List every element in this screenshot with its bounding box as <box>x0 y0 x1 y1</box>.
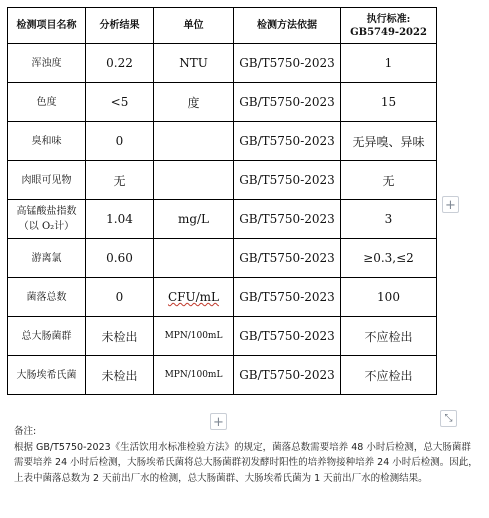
table-row <box>8 278 437 317</box>
cell-unit[interactable]: MPN/100mL <box>154 317 234 356</box>
cell-result[interactable]: 1.04 <box>86 200 154 239</box>
cell-item[interactable]: 高锰酸盐指数（以 O₂计） <box>8 200 86 239</box>
cell-unit[interactable] <box>154 122 234 161</box>
cell-method[interactable]: GB/T5750-2023 <box>234 44 341 83</box>
cell-result[interactable]: 无 <box>86 161 154 200</box>
table-resize-handle[interactable]: ⤡ <box>440 410 457 427</box>
cell-standard[interactable]: 无异嗅、异味 <box>341 122 437 161</box>
header-item: 检测项目名称 <box>8 8 86 44</box>
cell-result[interactable]: 未检出 <box>86 356 154 395</box>
cell-item[interactable]: 菌落总数 <box>8 278 86 317</box>
cell-unit[interactable]: NTU <box>154 44 234 83</box>
cell-item[interactable]: 大肠埃希氏菌 <box>8 356 86 395</box>
notes-label: 备注: <box>14 426 37 437</box>
cell-standard[interactable]: 不应检出 <box>341 317 437 356</box>
cell-method[interactable]: GB/T5750-2023 <box>234 122 341 161</box>
header-unit: 单位 <box>154 8 234 44</box>
cell-result[interactable]: 0 <box>86 122 154 161</box>
table-row <box>8 122 437 161</box>
cell-unit-text: CFU/mL <box>167 290 219 304</box>
cell-item[interactable]: 游离氯 <box>8 239 86 278</box>
cell-result[interactable]: <5 <box>86 83 154 122</box>
cell-result[interactable]: 0.22 <box>86 44 154 83</box>
cell-standard[interactable]: 3 <box>341 200 437 239</box>
header-result: 分析结果 <box>86 8 154 44</box>
cell-result[interactable]: 0.60 <box>86 239 154 278</box>
cell-method[interactable]: GB/T5750-2023 <box>234 200 341 239</box>
cell-unit[interactable]: mg/L <box>154 200 234 239</box>
cell-unit[interactable]: 度 <box>154 83 234 122</box>
cell-standard[interactable]: ≥0.3,≤2 <box>341 239 437 278</box>
cell-standard[interactable]: 15 <box>341 83 437 122</box>
cell-method[interactable]: GB/T5750-2023 <box>234 356 341 395</box>
cell-item[interactable]: 色度 <box>8 83 86 122</box>
cell-unit[interactable] <box>154 278 234 317</box>
cell-unit[interactable]: MPN/100mL <box>154 356 234 395</box>
cell-standard[interactable]: 不应检出 <box>341 356 437 395</box>
cell-unit[interactable] <box>154 239 234 278</box>
cell-result[interactable]: 未检出 <box>86 317 154 356</box>
table-row <box>8 356 437 395</box>
table-row <box>8 317 437 356</box>
cell-item[interactable]: 肉眼可见物 <box>8 161 86 200</box>
cell-standard[interactable]: 1 <box>341 44 437 83</box>
cell-item[interactable]: 臭和味 <box>8 122 86 161</box>
cell-item[interactable]: 总大肠菌群 <box>8 317 86 356</box>
cell-unit[interactable] <box>154 161 234 200</box>
cell-method[interactable]: GB/T5750-2023 <box>234 83 341 122</box>
cell-method[interactable]: GB/T5750-2023 <box>234 239 341 278</box>
cell-item[interactable]: 浑浊度 <box>8 44 86 83</box>
table-row <box>8 44 437 83</box>
notes-body: 根据 GB/T5750-2023《生活饮用水标准检验方法》的规定，菌落总数需要培养 48 小时后检测，总大肠菌群需要培养 24 小时后检测，大肠埃希氏菌将总大肠菌群初发酵时阳性的培养物接种培养 24 小时后检测。因此，上表中菌落总数为 2 天前出厂水的检测，总大肠菌群、大肠埃希氏菌为 1 天前出厂水的检测结果。 <box>14 441 478 484</box>
cell-method[interactable]: GB/T5750-2023 <box>234 317 341 356</box>
add-column-button[interactable]: + <box>442 196 459 213</box>
cell-method[interactable]: GB/T5750-2023 <box>234 278 341 317</box>
water-quality-table <box>7 7 437 395</box>
cell-result[interactable]: 0 <box>86 278 154 317</box>
header-standard: 执行标准: GB5749-2022 <box>341 8 437 44</box>
table-row <box>8 239 437 278</box>
table-row <box>8 83 437 122</box>
add-row-button[interactable]: + <box>210 413 227 430</box>
table-row <box>8 161 437 200</box>
cell-standard[interactable]: 无 <box>341 161 437 200</box>
header-method: 检测方法依据 <box>234 8 341 44</box>
table-row <box>8 200 437 239</box>
table-header-row <box>8 8 437 44</box>
cell-standard[interactable]: 100 <box>341 278 437 317</box>
cell-method[interactable]: GB/T5750-2023 <box>234 161 341 200</box>
notes-section <box>14 424 480 486</box>
